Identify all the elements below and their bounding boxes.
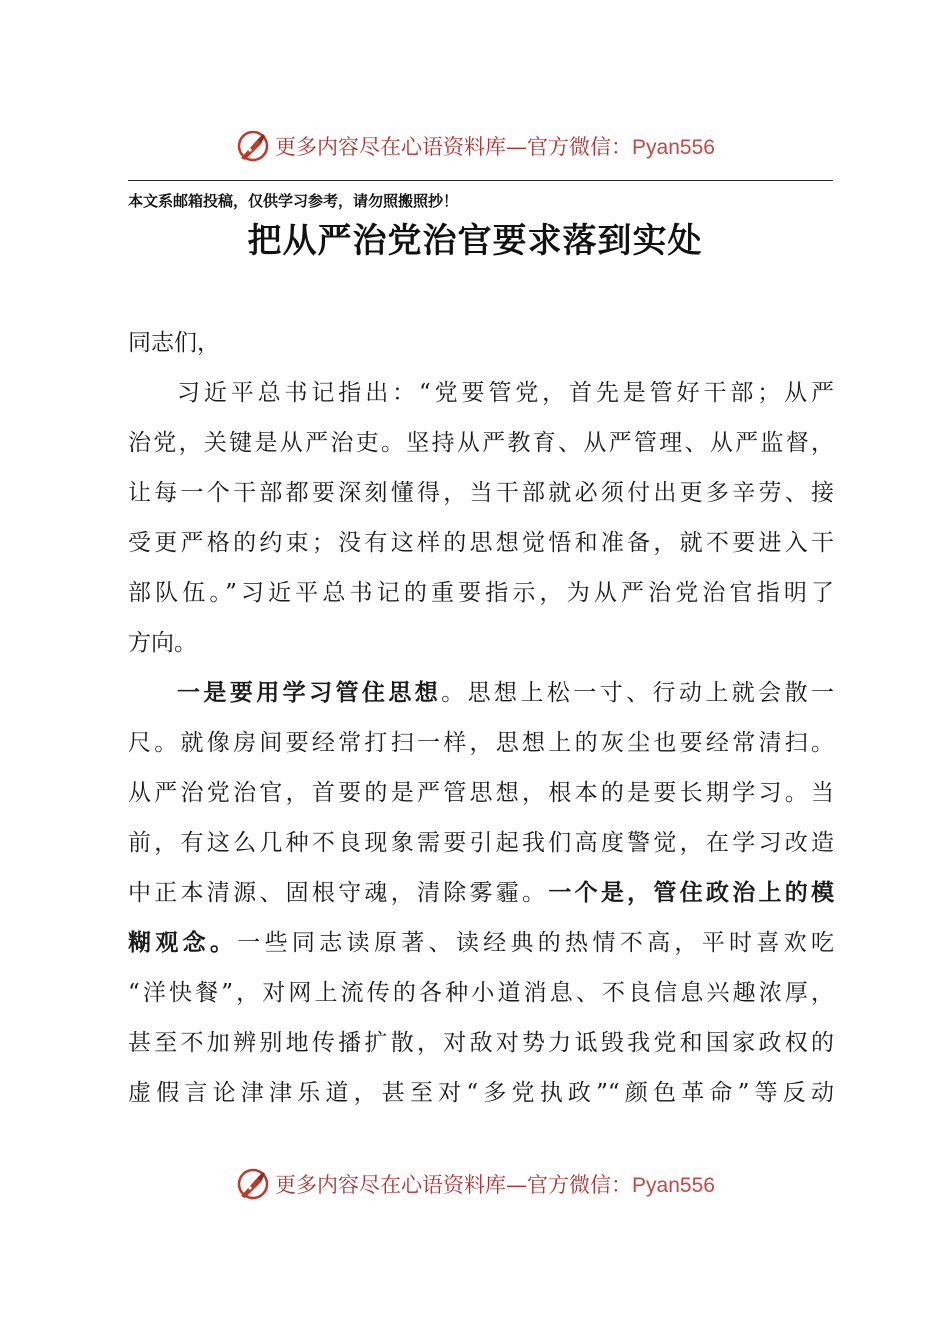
paragraph-line (128, 918, 834, 968)
paragraph-line: 让每一个干部都要深刻懂得，当干部就必须付出更多辛劳、接 (128, 480, 834, 506)
paragraph-text: 一些同志读原著、读经典的热情不高，平时喜欢吃 (237, 930, 835, 956)
subpoint-heading: 一个是，管住政治上的模 (548, 880, 835, 906)
header-banner (0, 124, 950, 168)
paragraph-line: 甚至不加辨别地传播扩散，对敌对势力诋毁我党和国家政权的 (128, 1030, 834, 1056)
banner-dash: — (506, 1173, 528, 1197)
subpoint-heading-end: 糊观念。 (128, 930, 238, 956)
document-title: 把从严治党治官要求落到实处 (247, 221, 703, 261)
banner-text (275, 1169, 715, 1199)
paragraph-line: 虚假言论津津乐道，甚至对“多党执政”“颜色革命”等反动 (128, 1080, 834, 1106)
submission-notice: 本文系邮箱投稿，仅供学习参考，请勿照搬照抄！ (128, 192, 459, 210)
section-heading: 一是要用学习管住思想 (177, 680, 442, 706)
greeting: 同志们， (128, 330, 220, 356)
paragraph-line: 前，有这么几种不良现象需要引起我们高度警觉，在学习改造 (128, 830, 834, 856)
paragraph-text: 中正本清源、固根守魂，清除雾霾。 (128, 880, 549, 906)
paragraph-line: 从严治党治官，首要的是严管思想，根本的是要长期学习。当 (128, 780, 834, 806)
paragraph-line (128, 868, 834, 918)
banner-site-text: 更多内容尽在心语资料库 (275, 135, 507, 159)
banner-dash: — (506, 135, 528, 159)
header-divider (128, 180, 833, 181)
banner-wechat-id: Pyan556 (632, 136, 715, 159)
pen-nib-logo-icon (235, 1166, 271, 1202)
paragraph-line: 尺。就像房间要经常打扫一样，思想上的灰尘也要经常清扫。 (128, 730, 834, 756)
footer-banner (0, 1162, 950, 1206)
paragraph-line: “洋快餐”，对网上流传的各种小道消息、不良信息兴趣浓厚， (128, 980, 834, 1006)
pen-nib-logo-icon (235, 128, 271, 164)
banner-text (275, 131, 715, 161)
document-body (128, 318, 834, 1118)
banner-wechat-label: 官方微信： (527, 135, 633, 159)
paragraph-line: 受更严格的约束；没有这样的思想觉悟和准备，就不要进入干 (128, 530, 834, 556)
section-heading-line (128, 668, 834, 718)
paragraph-line: 方向。 (128, 630, 197, 656)
banner-wechat-label: 官方微信： (527, 1173, 633, 1197)
paragraph-line: 习近平总书记指出：“党要管党，首先是管好干部；从严 (177, 380, 834, 406)
paragraph-text: 。思想上松一寸、行动上就会散一 (441, 680, 835, 706)
paragraph-line: 部队伍。”习近平总书记的重要指示，为从严治党治官指明了 (128, 580, 834, 606)
banner-site-text: 更多内容尽在心语资料库 (275, 1173, 507, 1197)
paragraph-line: 治党，关键是从严治吏。坚持从严教育、从严管理、从严监督， (128, 430, 834, 456)
banner-wechat-id: Pyan556 (632, 1174, 715, 1197)
